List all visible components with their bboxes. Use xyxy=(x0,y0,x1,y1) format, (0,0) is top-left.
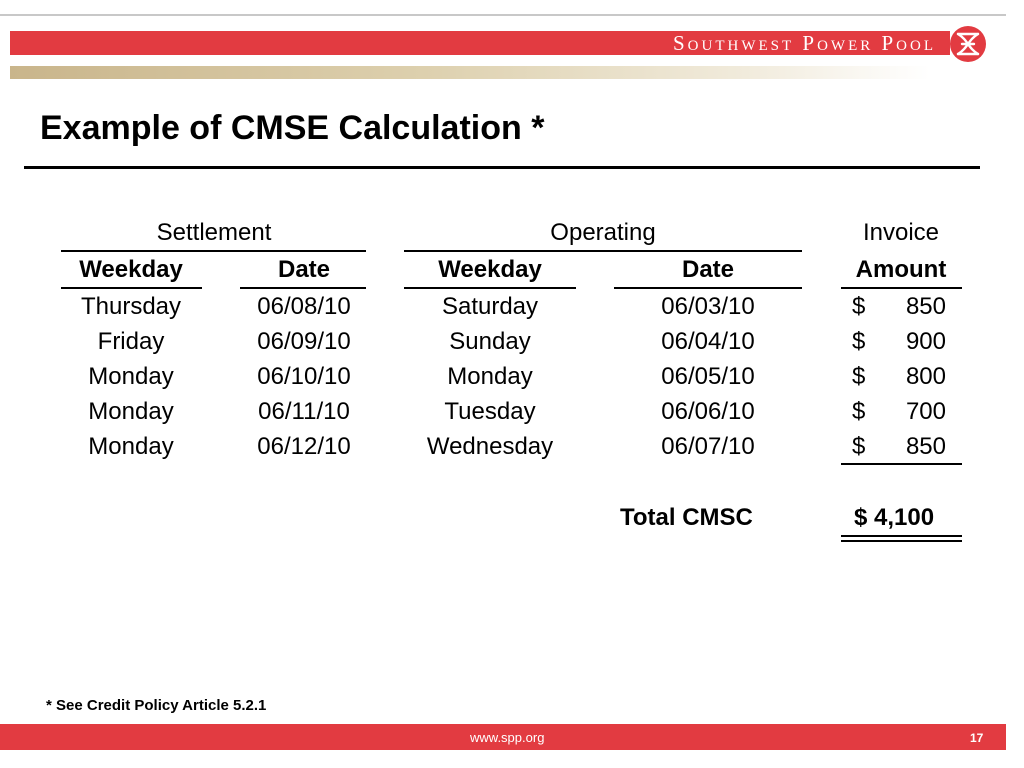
top-rule xyxy=(0,14,1006,16)
settlement-weekday-cell: Monday xyxy=(88,433,174,460)
currency-symbol: $ xyxy=(852,328,866,355)
settlement-weekday-header: Weekday xyxy=(79,256,183,283)
total-label: Total CMSC xyxy=(620,504,753,531)
settlement-date-cell: 06/10/10 xyxy=(257,363,351,390)
footnote: * See Credit Policy Article 5.2.1 xyxy=(46,697,267,714)
total-value: $ 4,100 xyxy=(854,504,935,531)
settlement-date-cell: 06/12/10 xyxy=(257,433,351,460)
currency-symbol: $ xyxy=(852,398,866,425)
operating-date-cell: 06/06/10 xyxy=(661,398,755,425)
page-number: 17 xyxy=(970,731,984,745)
operating-weekday-cell: Sunday xyxy=(449,328,531,355)
settlement-group-rule xyxy=(61,250,366,252)
currency-symbol: $ xyxy=(852,433,866,460)
total-double-rule-bottom xyxy=(841,540,962,542)
invoice-amount-cell: 900 xyxy=(905,328,946,355)
operating-weekday-header-rule xyxy=(404,287,576,289)
operating-date-cell: 06/05/10 xyxy=(661,363,755,390)
spp-logo-icon xyxy=(948,24,988,64)
settlement-date-header: Date xyxy=(277,256,331,283)
settlement-weekday-cell: Thursday xyxy=(80,293,182,320)
subtotal-rule xyxy=(841,463,962,465)
operating-date-cell: 06/04/10 xyxy=(661,328,755,355)
operating-group-rule xyxy=(404,250,802,252)
title-rule xyxy=(24,166,980,169)
total-double-rule-top xyxy=(841,535,962,537)
amount-header: Amount xyxy=(855,256,947,283)
settlement-date-cell: 06/09/10 xyxy=(257,328,351,355)
operating-weekday-cell: Wednesday xyxy=(426,433,554,460)
currency-symbol: $ xyxy=(852,293,866,320)
gold-band xyxy=(10,66,930,79)
footer-band xyxy=(0,724,1006,750)
slide-title: Example of CMSE Calculation * xyxy=(40,109,545,147)
operating-weekday-cell: Monday xyxy=(447,363,533,390)
settlement-weekday-cell: Monday xyxy=(88,363,174,390)
operating-date-header-rule xyxy=(614,287,802,289)
invoice-amount-cell: 850 xyxy=(905,433,946,460)
invoice-amount-cell: 850 xyxy=(905,293,946,320)
settlement-header: Settlement xyxy=(156,219,272,246)
settlement-date-cell: 06/11/10 xyxy=(258,398,350,425)
footer-url[interactable]: www.spp.org xyxy=(470,730,545,745)
operating-date-cell: 06/07/10 xyxy=(661,433,755,460)
operating-header: Operating xyxy=(550,219,656,246)
operating-weekday-cell: Saturday xyxy=(441,293,539,320)
operating-weekday-header: Weekday xyxy=(438,256,542,283)
settlement-weekday-cell: Monday xyxy=(88,398,174,425)
invoice-header: Invoice xyxy=(862,219,940,246)
settlement-date-cell: 06/08/10 xyxy=(257,293,351,320)
operating-date-cell: 06/03/10 xyxy=(661,293,755,320)
invoice-amount-cell: 800 xyxy=(905,363,946,390)
invoice-amount-cell: 700 xyxy=(905,398,946,425)
brand-band xyxy=(10,31,950,55)
amount-header-rule xyxy=(841,287,962,289)
date-header-rule xyxy=(240,287,366,289)
currency-symbol: $ xyxy=(852,363,866,390)
weekday-header-rule xyxy=(61,287,202,289)
brand-name: Southwest Power Pool xyxy=(672,31,936,55)
operating-weekday-cell: Tuesday xyxy=(444,398,536,425)
operating-date-header: Date xyxy=(681,256,735,283)
settlement-weekday-cell: Friday xyxy=(97,328,165,355)
